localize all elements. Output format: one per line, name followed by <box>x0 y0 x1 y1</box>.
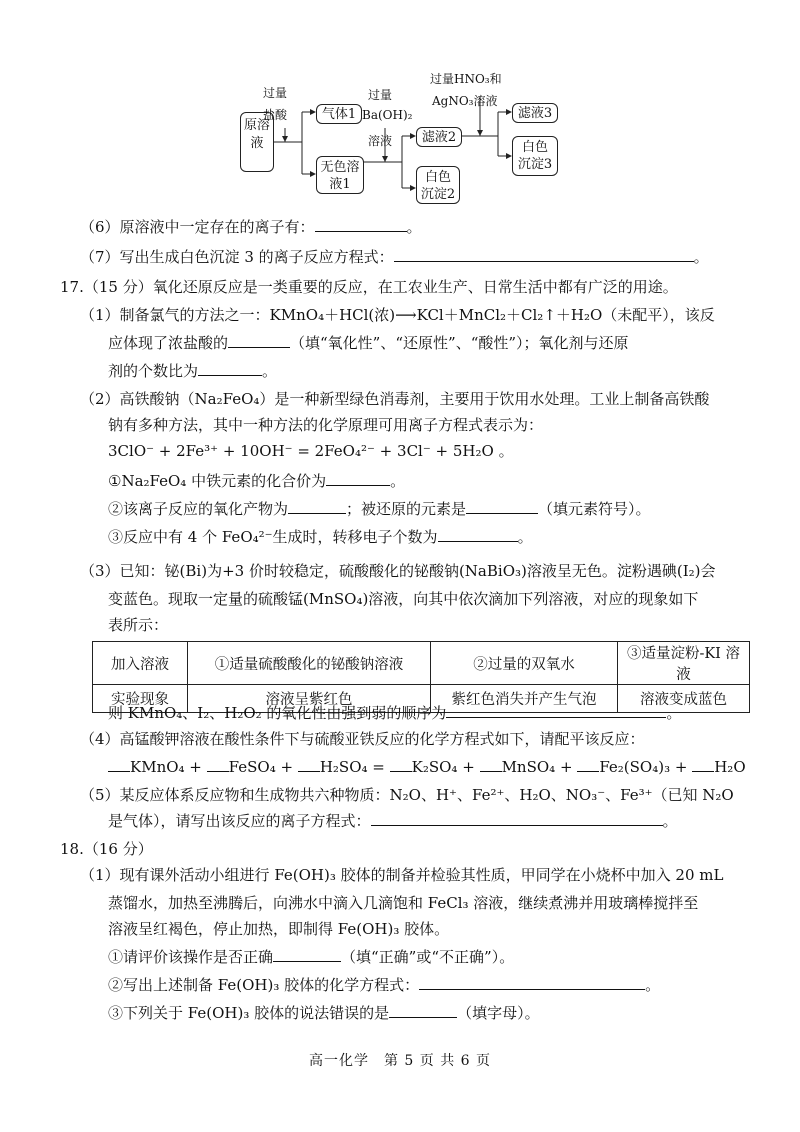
q17-part3-blank[interactable] <box>446 703 666 718</box>
q18-sub1-text: ①请评价该操作是否正确 <box>108 948 274 966</box>
q17-heading: 17.（15 分）氧化还原反应是一类重要的反应，在工农业生产、日常生活中都有广泛的用途。 <box>60 278 678 296</box>
q16-part7-text: （7）写出生成白色沉淀 3 的离子反应方程式： <box>80 248 394 266</box>
eq-term: K₂SO₄ + <box>411 758 475 776</box>
q17-part2-line2: 钠有多种方法，其中一种方法的化学原理可用离子方程式表示为： <box>108 416 544 434</box>
q18-sub2-blank[interactable] <box>419 975 645 990</box>
q17-part2-sub2 <box>108 498 800 520</box>
q17-part1-ratio-text: 剂的个数比为 <box>108 362 199 380</box>
q17-part1-ratio-end: 。 <box>262 362 278 380</box>
q17-part1-blank-property[interactable] <box>228 333 290 348</box>
q17-part2-sub1 <box>108 470 800 492</box>
table-cell: 实验现象 <box>93 685 188 713</box>
table-cell: ①适量硫酸酸化的铋酸钠溶液 <box>188 642 431 685</box>
q17-part5-blank[interactable] <box>371 811 663 826</box>
q17-part3-question-text: 则 KMnO₄、I₂、H₂O₂ 的氧化性由强到弱的顺序为 <box>108 704 447 722</box>
coef-blank-4[interactable] <box>390 757 412 772</box>
eq-term: KMnO₄ + <box>130 758 202 776</box>
q17-part1-line2 <box>108 332 800 354</box>
q17-part1-line3 <box>108 360 800 382</box>
box-white-precipitate-2: 白色沉淀2 <box>416 166 460 204</box>
step2-label-mid: Ba(OH)₂ <box>362 108 413 122</box>
eq-term: FeSO₄ + <box>228 758 294 776</box>
eq-term: Fe₂(SO₄)₃ + <box>599 758 688 776</box>
q18-sub2-end: 。 <box>645 976 661 994</box>
q17-part4-equation <box>108 756 800 778</box>
step2-label-bottom: 溶液 <box>368 134 393 148</box>
q18-part1-line2: 蒸馏水，加热至沸腾后，向沸水中滴入几滴饱和 FeCl₃ 溶液，继续煮沸并用玻璃棒搅拌至 <box>108 894 699 912</box>
q17-part2-sub3-end: 。 <box>517 528 533 546</box>
table-cell: 加入溶液 <box>93 642 188 685</box>
eq-term: H₂SO₄ = <box>319 758 385 776</box>
coef-blank-5[interactable] <box>480 757 502 772</box>
table-cell: 紫红色消失并产生气泡 <box>431 685 618 713</box>
q17-part2-line1: （2）高铁酸钠（Na₂FeO₄）是一种新型绿色消毒剂，主要用于饮用水处理。工业上制备高铁酸 <box>80 390 710 408</box>
box-colorless-solution-1: 无色溶液1 <box>316 156 364 194</box>
q18-sub2-text: ②写出上述制备 Fe(OH)₃ 胶体的化学方程式： <box>108 976 420 994</box>
q17-part5-line2 <box>108 810 800 832</box>
q18-sub3 <box>108 1002 800 1024</box>
q17-part5-text: 是气体），请写出该反应的离子方程式： <box>108 812 371 830</box>
q17-part1-hint: （填“氧化性”、“还原性”、“酸性”）；氧化剂与还原 <box>290 334 629 352</box>
box-gas-1: 气体1 <box>316 104 362 124</box>
q17-part1-text: 应体现了浓盐酸的 <box>108 334 229 352</box>
table-cell: ②过量的双氧水 <box>431 642 618 685</box>
q16-part7 <box>80 246 780 268</box>
step3-label-bottom: AgNO₃溶液 <box>432 94 498 108</box>
q16-part6-end: 。 <box>406 218 422 236</box>
q17-part2-equation: 3ClO⁻ + 2Fe³⁺ + 10OH⁻ = 2FeO₄²⁻ + 3Cl⁻ + 5H₂O 。 <box>108 442 514 460</box>
q17-part2-sub2-end: （填元素符号）。 <box>538 500 651 518</box>
q17-part3-question-end: 。 <box>666 704 682 722</box>
box-filtrate-3: 滤液3 <box>512 103 558 123</box>
coef-blank-6[interactable] <box>577 757 599 772</box>
q17-part2-sub3-text: ③反应中有 4 个 FeO₄²⁻生成时，转移电子个数为 <box>108 528 438 546</box>
q18-sub1-blank[interactable] <box>273 947 341 962</box>
page-footer: 高一化学 第 5 页 共 6 页 <box>308 1053 492 1069</box>
q17-part5-end: 。 <box>662 812 678 830</box>
q17-part2-sub3-blank[interactable] <box>438 527 518 542</box>
q16-part6-blank[interactable] <box>315 217 407 232</box>
q17-part2-sub2-mid: ；被还原的元素是 <box>346 500 467 518</box>
q17-part2-sub1-blank[interactable] <box>326 471 390 486</box>
q18-part1-line1: （1）现有课外活动小组进行 Fe(OH)₃ 胶体的制备并检验其性质，甲同学在小烧杯中加入 20 mL <box>80 866 724 884</box>
table-cell: 溶液变成蓝色 <box>618 685 750 713</box>
box-white-precipitate-3: 白色沉淀3 <box>512 136 558 176</box>
table-cell: ③适量淀粉-KI 溶液 <box>618 642 750 685</box>
coef-blank-3[interactable] <box>298 757 320 772</box>
q18-sub3-blank[interactable] <box>389 1003 457 1018</box>
q18-part1-line3: 溶液呈红褐色，停止加热，即制得 Fe(OH)₃ 胶体。 <box>108 920 450 938</box>
step2-label-top: 过量 <box>368 88 393 102</box>
q17-part2-sub3 <box>108 526 800 548</box>
q17-part3-question <box>108 702 800 724</box>
coef-blank-7[interactable] <box>692 757 714 772</box>
q16-part7-end: 。 <box>693 248 709 266</box>
q17-part4-line1: （4）高锰酸钾溶液在酸性条件下与硫酸亚铁反应的化学方程式如下，请配平该反应： <box>80 730 645 748</box>
q17-part2-sub2-text: ②该离子反应的氧化产物为 <box>108 500 289 518</box>
q17-part2-sub2-blank-product[interactable] <box>288 499 346 514</box>
q17-part5-line1: （5）某反应体系反应物和生成物共六种物质：N₂O、H⁺、Fe²⁺、H₂O、NO₃⁻、Fe³⁺（已知 N₂O <box>80 786 734 804</box>
q18-sub1-hint: （填“正确”或“不正确”）。 <box>341 948 515 966</box>
eq-term: MnSO₄ + <box>501 758 573 776</box>
q16-part6 <box>80 216 780 238</box>
step1-label-top: 过量 <box>263 86 288 100</box>
step3-label-top: 过量HNO₃和 <box>430 72 502 86</box>
q17-part2-sub1-text: ①Na₂FeO₄ 中铁元素的化合价为 <box>108 472 327 490</box>
q17-part3-line2: 变蓝色。现取一定量的硫酸锰(MnSO₄)溶液，向其中依次滴加下列溶液，对应的现象如下 <box>108 590 699 608</box>
q18-sub1 <box>108 946 800 968</box>
q18-sub3-text: ③下列关于 Fe(OH)₃ 胶体的说法错误的是 <box>108 1004 390 1022</box>
eq-term: H₂O <box>714 758 746 776</box>
q17-part3-line3: 表所示： <box>108 616 169 634</box>
q16-part7-blank[interactable] <box>394 247 694 262</box>
box-filtrate-2: 滤液2 <box>416 127 462 147</box>
q17-part1-line1: （1）制备氯气的方法之一：KMnO₄＋HCl(浓)⟶KCl＋MnCl₂＋Cl₂↑＋H₂O（未配平），该反 <box>80 306 715 324</box>
q17-part2-sub1-end: 。 <box>390 472 406 490</box>
step1-label-bottom: 盐酸 <box>263 108 288 122</box>
coef-blank-2[interactable] <box>207 757 229 772</box>
q18-sub3-hint: （填字母）。 <box>457 1004 540 1022</box>
table-cell: 溶液呈紫红色 <box>188 685 431 713</box>
coef-blank-1[interactable] <box>108 757 130 772</box>
flow-diagram <box>230 70 570 210</box>
q18-heading: 18.（16 分） <box>60 840 153 858</box>
q16-part6-text: （6）原溶液中一定存在的离子有： <box>80 218 315 236</box>
box-original-solution: 原溶液 <box>240 112 274 172</box>
table-row <box>93 642 750 685</box>
q17-part2-sub2-blank-element[interactable] <box>466 499 538 514</box>
q18-sub2 <box>108 974 800 996</box>
q17-part1-blank-ratio[interactable] <box>198 361 262 376</box>
q17-part3-line1: （3）已知：铋(Bi)为+3 价时较稳定，硫酸酸化的铋酸钠(NaBiO₃)溶液呈无色。淀粉遇碘(I₂)会 <box>80 562 716 580</box>
